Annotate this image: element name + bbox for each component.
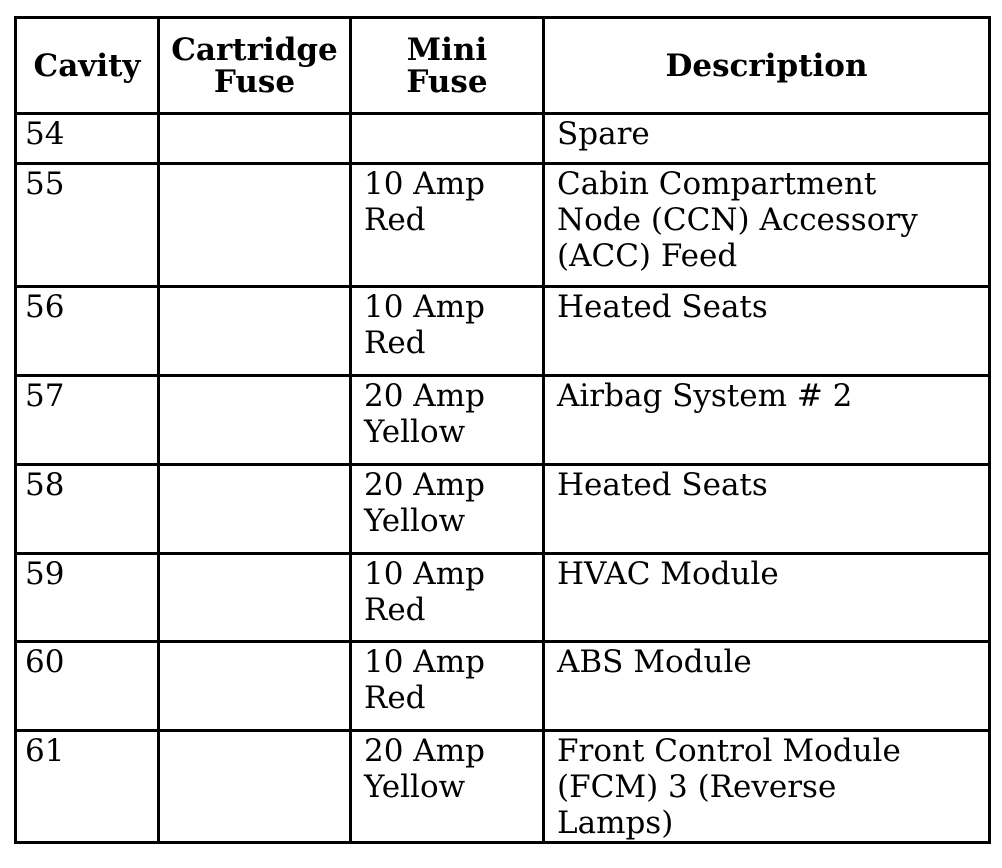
table-row	[16, 554, 990, 642]
mini-fuse-cell	[351, 164, 544, 287]
cartridge-fuse-cell	[159, 554, 351, 642]
mini-fuse-color: Yellow	[364, 503, 466, 539]
mini-fuse-color: Red	[364, 592, 426, 628]
mini-fuse-amperage: 20 Amp	[364, 378, 485, 414]
description-cell	[544, 554, 990, 642]
description-cell	[544, 376, 990, 465]
cartridge-fuse-cell	[159, 376, 351, 465]
cavity-cell: 55	[16, 164, 159, 287]
description-line: HVAC Module	[557, 556, 779, 592]
header-cavity: Cavity	[16, 18, 159, 114]
cartridge-fuse-cell	[159, 287, 351, 376]
mini-fuse-amperage: 10 Amp	[364, 166, 485, 202]
table-row	[16, 376, 990, 465]
cavity-cell: 57	[16, 376, 159, 465]
mini-fuse-cell	[351, 287, 544, 376]
description-line: ABS Module	[557, 644, 752, 680]
header-description: Description	[544, 18, 990, 114]
cavity-cell: 58	[16, 465, 159, 554]
fuse-table	[14, 16, 991, 844]
description-line: Lamps)	[557, 805, 674, 841]
description-line: (ACC) Feed	[557, 238, 738, 274]
description-cell	[544, 465, 990, 554]
table-row	[16, 287, 990, 376]
table-row	[16, 465, 990, 554]
mini-fuse-amperage: 10 Amp	[364, 556, 485, 592]
mini-fuse-color: Red	[364, 680, 426, 716]
table-row	[16, 642, 990, 731]
cartridge-fuse-cell	[159, 731, 351, 843]
table-row	[16, 731, 990, 843]
mini-fuse-amperage: 20 Amp	[364, 467, 485, 503]
mini-fuse-cell	[351, 376, 544, 465]
table-row	[16, 114, 990, 164]
description-line: Airbag System # 2	[557, 378, 853, 414]
mini-fuse-amperage: 10 Amp	[364, 644, 485, 680]
mini-fuse-cell	[351, 731, 544, 843]
description-cell	[544, 287, 990, 376]
description-line: Node (CCN) Accessory	[557, 202, 918, 238]
mini-fuse-color: Red	[364, 202, 426, 238]
cavity-cell: 60	[16, 642, 159, 731]
header-row	[16, 18, 990, 114]
mini-fuse-color: Yellow	[364, 414, 466, 450]
cavity-cell: 61	[16, 731, 159, 843]
mini-fuse-amperage: 10 Amp	[364, 289, 485, 325]
header-mini-fuse-line-1: Mini	[406, 31, 488, 68]
cartridge-fuse-cell	[159, 114, 351, 164]
mini-fuse-cell	[351, 642, 544, 731]
description-line: Cabin Compartment	[557, 166, 877, 202]
header-cartridge-fuse	[159, 18, 351, 114]
cartridge-fuse-cell	[159, 164, 351, 287]
description-cell	[544, 164, 990, 287]
header-cartridge-fuse-line-1: Cartridge	[171, 31, 338, 68]
header-mini-fuse	[351, 18, 544, 114]
description-cell	[544, 642, 990, 731]
cartridge-fuse-cell	[159, 642, 351, 731]
mini-fuse-amperage: 20 Amp	[364, 733, 485, 769]
header-cartridge-fuse-line-2: Fuse	[213, 63, 296, 100]
mini-fuse-cell	[351, 554, 544, 642]
cavity-cell: 54	[16, 114, 159, 164]
cavity-cell: 59	[16, 554, 159, 642]
description-cell	[544, 731, 990, 843]
mini-fuse-cell	[351, 465, 544, 554]
mini-fuse-color: Yellow	[364, 769, 466, 805]
header-mini-fuse-line-2: Fuse	[406, 63, 488, 100]
description-line: Front Control Module	[557, 733, 901, 769]
cavity-cell: 56	[16, 287, 159, 376]
mini-fuse-color: Red	[364, 325, 426, 361]
description-line: (FCM) 3 (Reverse	[557, 769, 837, 805]
mini-fuse-cell	[351, 114, 544, 164]
description-cell	[544, 114, 990, 164]
description-line: Heated Seats	[557, 289, 768, 325]
table-row	[16, 164, 990, 287]
description-line: Spare	[557, 116, 650, 152]
description-line: Heated Seats	[557, 467, 768, 503]
cartridge-fuse-cell	[159, 465, 351, 554]
